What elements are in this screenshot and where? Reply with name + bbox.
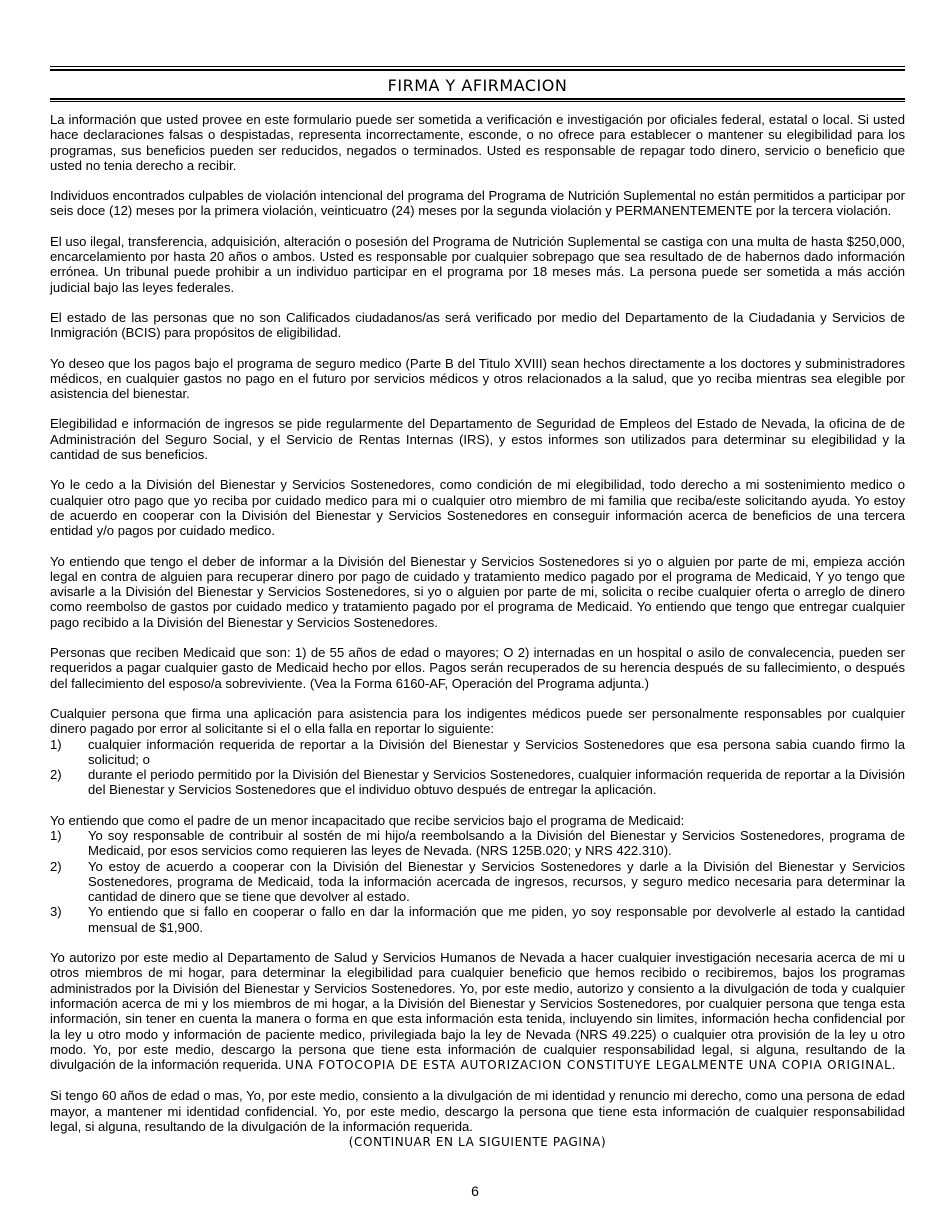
list-item-number: 2) xyxy=(50,858,62,874)
paragraph-verification: La información que usted provee en este formulario puede ser sometida a verificación e investigación por oficiales federal, estatal o local. Si usted hace declaraciones falsas o despistadas, representa incorrectamente, esconde, o no ofrece para establecer o mantener su elegibilidad para los programas, sus beneficios pueden ser reducidos, negados o terminados. Usted es responsable de repagar todo dinero, servicio o beneficio que usted no tenia derecho a recibir. xyxy=(50,112,905,173)
authorization-text: Yo autorizo por este medio al Departamento de Salud y Servicios Humanos de Nevada a hacer cualquier investigación necesaria acerca de mi u otros miembros de mi hogar, para determinar la elegibilidad para cualquier beneficio que hemos recibido o recibiremos, bajos los programas administrados por la División del Bienestar y Servicios Sostenedores. Yo, por este medio, autorizo y consiento a la divulgación de toda y cualquier información acerca de mi y los miembros de mi hogar, a la División del Bienestar y Servicios Sostenedores, por cualquier persona que tenga esta información, sin tener en cuenta la manera o forma en que esta información esta tenida, incluyendo sin limites, información hecha confidencial por la ley u otro modo y información de paciente medico, privilegiada bajo la ley de Nevada (NRS 49.225) o cualquier otra provisión de la ley u otro modo. Yo, por este medio, descargo la persona que tiene esta información de cualquier responsabilidad legal, si alguna, resultando de la divulgación de la información requerida. xyxy=(50,950,905,1073)
list-item-text: cualquier información requerida de reportar a la División del Bienestar y Servicios Sostenedores que esa persona sabia cuando firmo la solicitud; o xyxy=(88,736,905,767)
page-number: 6 xyxy=(471,1183,479,1199)
paragraph-income-eligibility: Elegibilidad e información de ingresos se pide regularmente del Departamento de Seguridad de Empleos del Estado de Nevada, la oficina de de Administración del Seguro Social, y el Servicio de Rentas Internas (IRS), y estos informes son utilizados para determinar su elegibilidad y la cantidad de sus beneficios. xyxy=(50,416,905,463)
list-item-number: 1) xyxy=(50,827,62,843)
paragraph-violations: Individuos encontrados culpables de violación intencional del programa del Programa de Nutrición Suplemental no están permitidos a participar por seis doce (12) meses por la primera violación, veinticuatro (24) meses por la segunda violación y PERMANENTEMENTE por la tercera violación. xyxy=(50,188,905,219)
page-title: FIRMA Y AFIRMACION xyxy=(387,76,568,95)
list-item xyxy=(50,904,905,935)
list-item-text: durante el periodo permitido por la División del Bienestar y Servicios Sostenedores, cualquier información requerida de reportar a la División del Bienestar y Servicios Sostenedores que el individuo obtuvo después de entregar la aplicación. xyxy=(88,767,905,798)
paragraph-medical-insurance: Yo deseo que los pagos bajo el programa de seguro medico (Parte B del Titulo XVIII) sean hechos directamente a los doctores y subministradores médicos, en cualquier gastos no pago en el futuro por servicios médicos y otros relacionados a la salud, que yo reciba mientras sea elegible por asistencia del bienestar. xyxy=(50,355,905,402)
signer-liability-list xyxy=(50,737,905,798)
list-item xyxy=(50,767,905,798)
list-item-number: 3) xyxy=(50,904,62,920)
paragraph-age-consent: Si tengo 60 años de edad o mas, Yo, por este medio, consiento a la divulgación de mi identidad y renuncio mi derecho, como una persona de edad mayor, a mantener mi identidad confidencial. Yo, por este medio, descargo la persona que tiene esta información de cualquier responsabilidad legal, si alguna, resultando de la divulgación de la información requerida. xyxy=(50,1088,905,1135)
document-page xyxy=(50,66,905,1149)
paragraph-estate-recovery: Personas que reciben Medicaid que son: 1) de 55 años de edad o mayores; O 2) internadas en un hospital o asilo de convalecencia, pueden ser requeridos a pagar cualquier gasto de Medicaid hecho por ellos. Pagos serán recuperados de su herencia después de su fallecimiento, o después del fallecimiento del esposo/a sobreviviente. (Vea la Forma 6160-AF, Operación del Programa adjunta.) xyxy=(50,645,905,691)
list-item xyxy=(50,859,905,905)
list-item-text: Yo estoy de acuerdo a cooperar con la División del Bienestar y Servicios Sostenedores y darle a la División del Bienestar y Servicios Sostenedores, programa de Medicaid, toda la información acercada de ingresos, recursos, y seguro medico necesaria para determinar la cantidad de dinero que se tiene que devolver al estado. xyxy=(88,858,905,905)
paragraph-duty-inform: Yo entiendo que tengo el deber de informar a la División del Bienestar y Servicios Sostenedores si yo o alguien por parte de mi, empieza acción legal en contra de alguien para recuperar dinero por pago de cuidado y tratamiento medico pagado por el programa de Medicaid, Y yo tengo que avisarle a la División del Bienestar y Servicios Sostenedores, si yo o alguien por parte de mi, solicita o recibe cualquier oferta o arreglo de dinero como reembolso de gastos por cuidado medico y tratamiento pagado por el programa de Medicaid. Yo entiendo que tengo que entregar cualquier pago recibido a la División del Bienestar y Servicios Sostenedores. xyxy=(50,553,905,630)
parent-responsibility-list xyxy=(50,828,905,935)
paragraph-illegal-use: El uso ilegal, transferencia, adquisición, alteración o posesión del Programa de Nutrición Suplemental se castiga con una multa de hasta $250,000, encarcelamiento por hasta 20 años o ambos. Usted es responsable por cualquier sobrepago que sea resultado de de habernos dado información errónea. Un tribunal puede prohibir a un individuo participar en el programa por 18 meses más. La persona puede ser sometida a más acción judicial bajo las leyes federales. xyxy=(50,233,905,295)
paragraph-parent-responsibility: Yo entiendo que como el padre de un menor incapacitado que recibe servicios bajo el programa de Medicaid: xyxy=(50,812,685,828)
paragraph-signer-liability: Cualquier persona que firma una aplicación para asistencia para los indigentes médicos puede ser personalmente responsables por cualquier dinero pagado por error al solicitante si el o ella falla en reportar lo siguiente: xyxy=(50,705,905,737)
photocopy-notice: UNA FOTOCOPIA DE ESTA AUTORIZACION CONSTITUYE LEGALMENTE UNA COPIA ORIGINAL. xyxy=(285,1058,897,1073)
continue-note: (CONTINUAR EN LA SIGUIENTE PAGINA) xyxy=(348,1135,607,1150)
list-item-number: 2) xyxy=(50,767,62,783)
list-item xyxy=(50,737,905,768)
title-bottom-rule xyxy=(50,98,905,102)
list-item-number: 1) xyxy=(50,736,62,752)
list-item-text: Yo soy responsable de contribuir al sostén de mi hijo/a reembolsando a la División del Bienestar y Servicios Sostenedores, programa de Medicaid, por esos servicios como requieren las leyes de Nevada. (NRS 125B.020; y NRS 422.310). xyxy=(88,827,905,859)
paragraph-citizenship: El estado de las personas que no son Calificados ciudadanos/as será verificado por medio del Departamento de la Ciudadania y Servicios de Inmigración (BCIS) para propósitos de eligibilidad. xyxy=(50,309,905,341)
list-item xyxy=(50,828,905,859)
paragraph-assignment-rights: Yo le cedo a la División del Bienestar y Servicios Sostenedores, como condición de mi elegibilidad, todo derecho a mi sostenimiento medico o cualquier otro pago que yo reciba por cuidado medico para mi o cualquier otro miembro de mi familia que reciba/este solicitando ayuda. Yo estoy de acuerdo en cooperar con la División del Bienestar y Servicios Sostenedores en conseguir información acerca de beneficios de una tercera entidad y/o pagos por cuidado medico. xyxy=(50,477,905,539)
paragraph-authorization xyxy=(50,950,905,1073)
list-item-text: Yo entiendo que si fallo en cooperar o fallo en dar la información que me piden, yo soy responsable por devolverle al estado la cantidad mensual de $1,900. xyxy=(88,904,905,935)
